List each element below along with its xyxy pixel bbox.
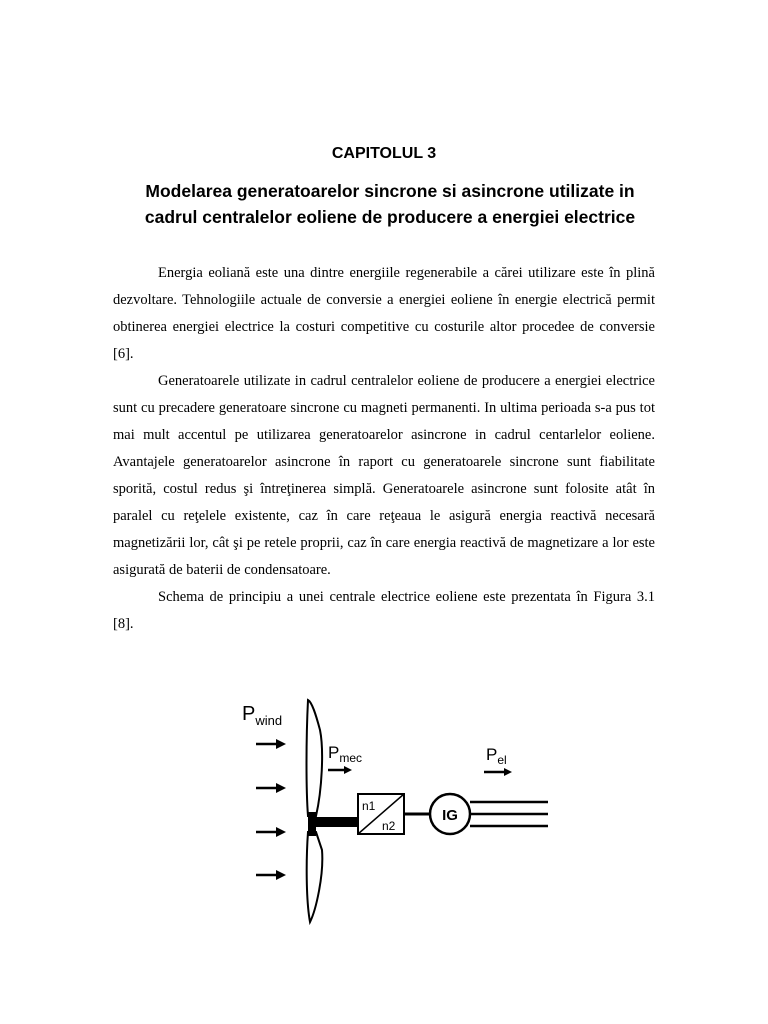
rotor-hub-icon [308,812,316,836]
generator-label: IG [442,807,458,824]
p-mec-arrow-icon [328,766,352,774]
chapter-title: Modelarea generatoarelor sincrone si asincrone utilizate in cadrul centralelor eoliene de producere a energiei electrice [144,181,636,227]
body-text [113,260,655,638]
p-wind-label: $P_{wind}$ [242,703,283,728]
chapter-heading: CAPITOLUL 3 [331,145,437,162]
shaft-icon [316,817,358,827]
wind-arrows-icon [256,739,286,880]
gear-n1-label: n1 [362,799,376,813]
paragraph: Energia eoliană este una dintre energiile regenerabile a cărei utilizare este în plină dezvoltare. Tehnologiile actuale de conversie a energiei eoliene în energie electrică permit obtinerea energiei electrice la costuri competitive cu costurile altor procedee de conversie [6]. [113,265,655,362]
gear-n2-label: n2 [382,819,396,833]
grid-lines-icon [470,802,548,826]
p-el-arrow-icon [484,768,512,776]
paragraph: Generatoarele utilizate in cadrul centralelor eoliene de producere a energiei electrice sunt cu precadere generatoare sincrone cu magneti permanenti. In ultima perioada s-a pus tot mai mult accentul pe utilizarea generatoarelor asincrone in cadrul centarlelor eoliene. Avantajele generatoarelor asincrone în raport cu generatoarele sincrone sunt fiabilitate sporită, costul redus şi întreţinerea simplă. Generatoarele asincrone sunt folosite atât în paralel cu reţelele existente, caz în care reţeaua le asigură energia reactivă necesară magnetizării lor, cât şi pe retele proprii, caz în care energia reactivă de magnetizare a lor este asigurată de baterii de condensatoare. [113,373,655,578]
generator [430,794,470,834]
gearbox [358,794,404,834]
p-mec-label: $P_{mec}$ [328,743,363,765]
paragraph: Schema de principiu a unei centrale electrice eoliene este prezentata în Figura 3.1 [8]. [113,589,655,632]
p-el-label: $P_{el}$ [486,745,507,767]
turbine-blades-icon [307,700,323,922]
wind-turbine-schematic [236,690,556,930]
